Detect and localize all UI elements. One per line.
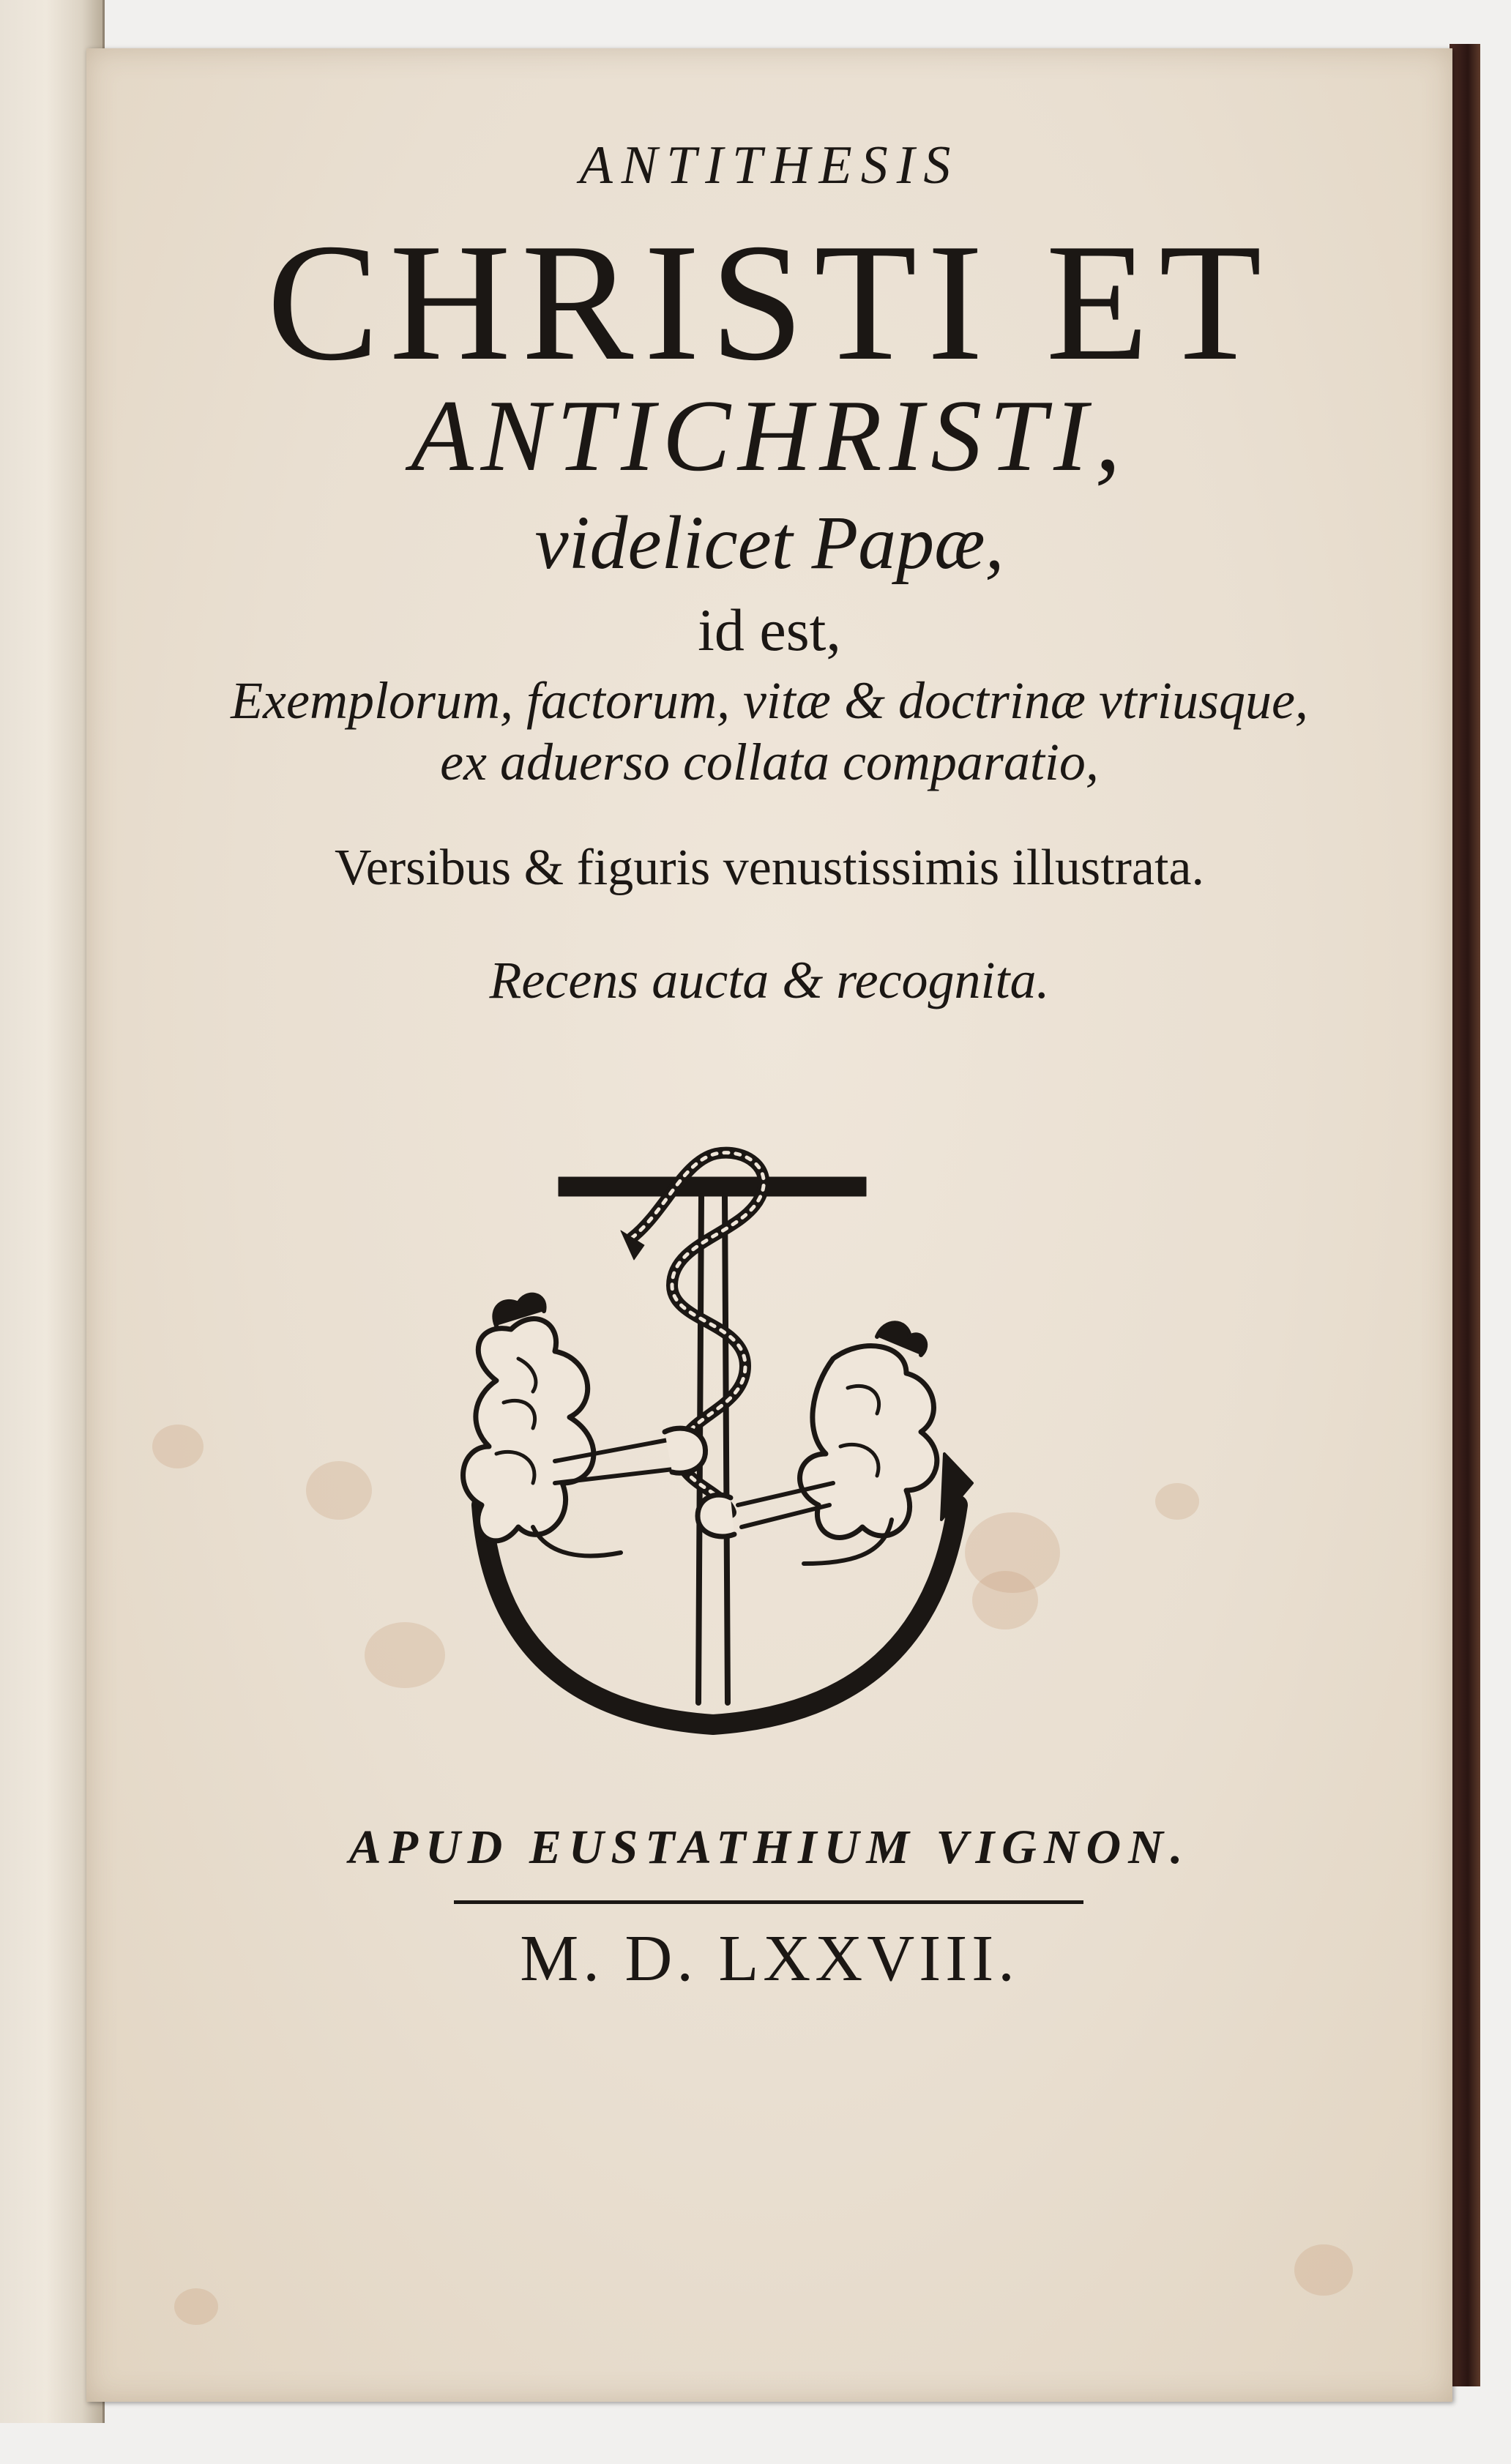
title-line-versibus: Versibus & figuris venustissimis illustrata. [334,840,1205,896]
horizontal-rule [454,1900,1083,1904]
title-line-recens: Recens aucta & recognita. [489,951,1050,1009]
title-line-id-est: id est, [698,597,841,663]
title-line-comparatio: ex aduerso collata comparatio, [440,733,1099,791]
title-line-antithesis: ANTITHESIS [579,135,960,195]
imprint-line: APUD EUSTATHIUM VIGNON. [348,1821,1190,1874]
foxing-spot [1155,1483,1199,1520]
book-cover-edge [1450,44,1480,2386]
foxing-spot [306,1461,372,1520]
foxing-spot [365,1622,445,1688]
title-line-exemplorum: Exemplorum, factorum, vitæ & doctrinæ vtriusque, [231,671,1308,730]
foxing-spot [1294,2244,1353,2296]
imprint-date: M. D. LXXVIII. [520,1922,1019,1995]
title-line-videlicet: videlicet Papæ, [534,501,1004,585]
title-line-antichristi: ANTICHRISTI, [411,379,1128,493]
foxing-spot [152,1425,204,1468]
foxing-spot [174,2288,218,2325]
title-page [86,48,1452,2402]
title-line-christi-et: CHRISTI ET [266,209,1272,395]
anchor-serpent-printers-mark-icon [452,1139,1082,1783]
